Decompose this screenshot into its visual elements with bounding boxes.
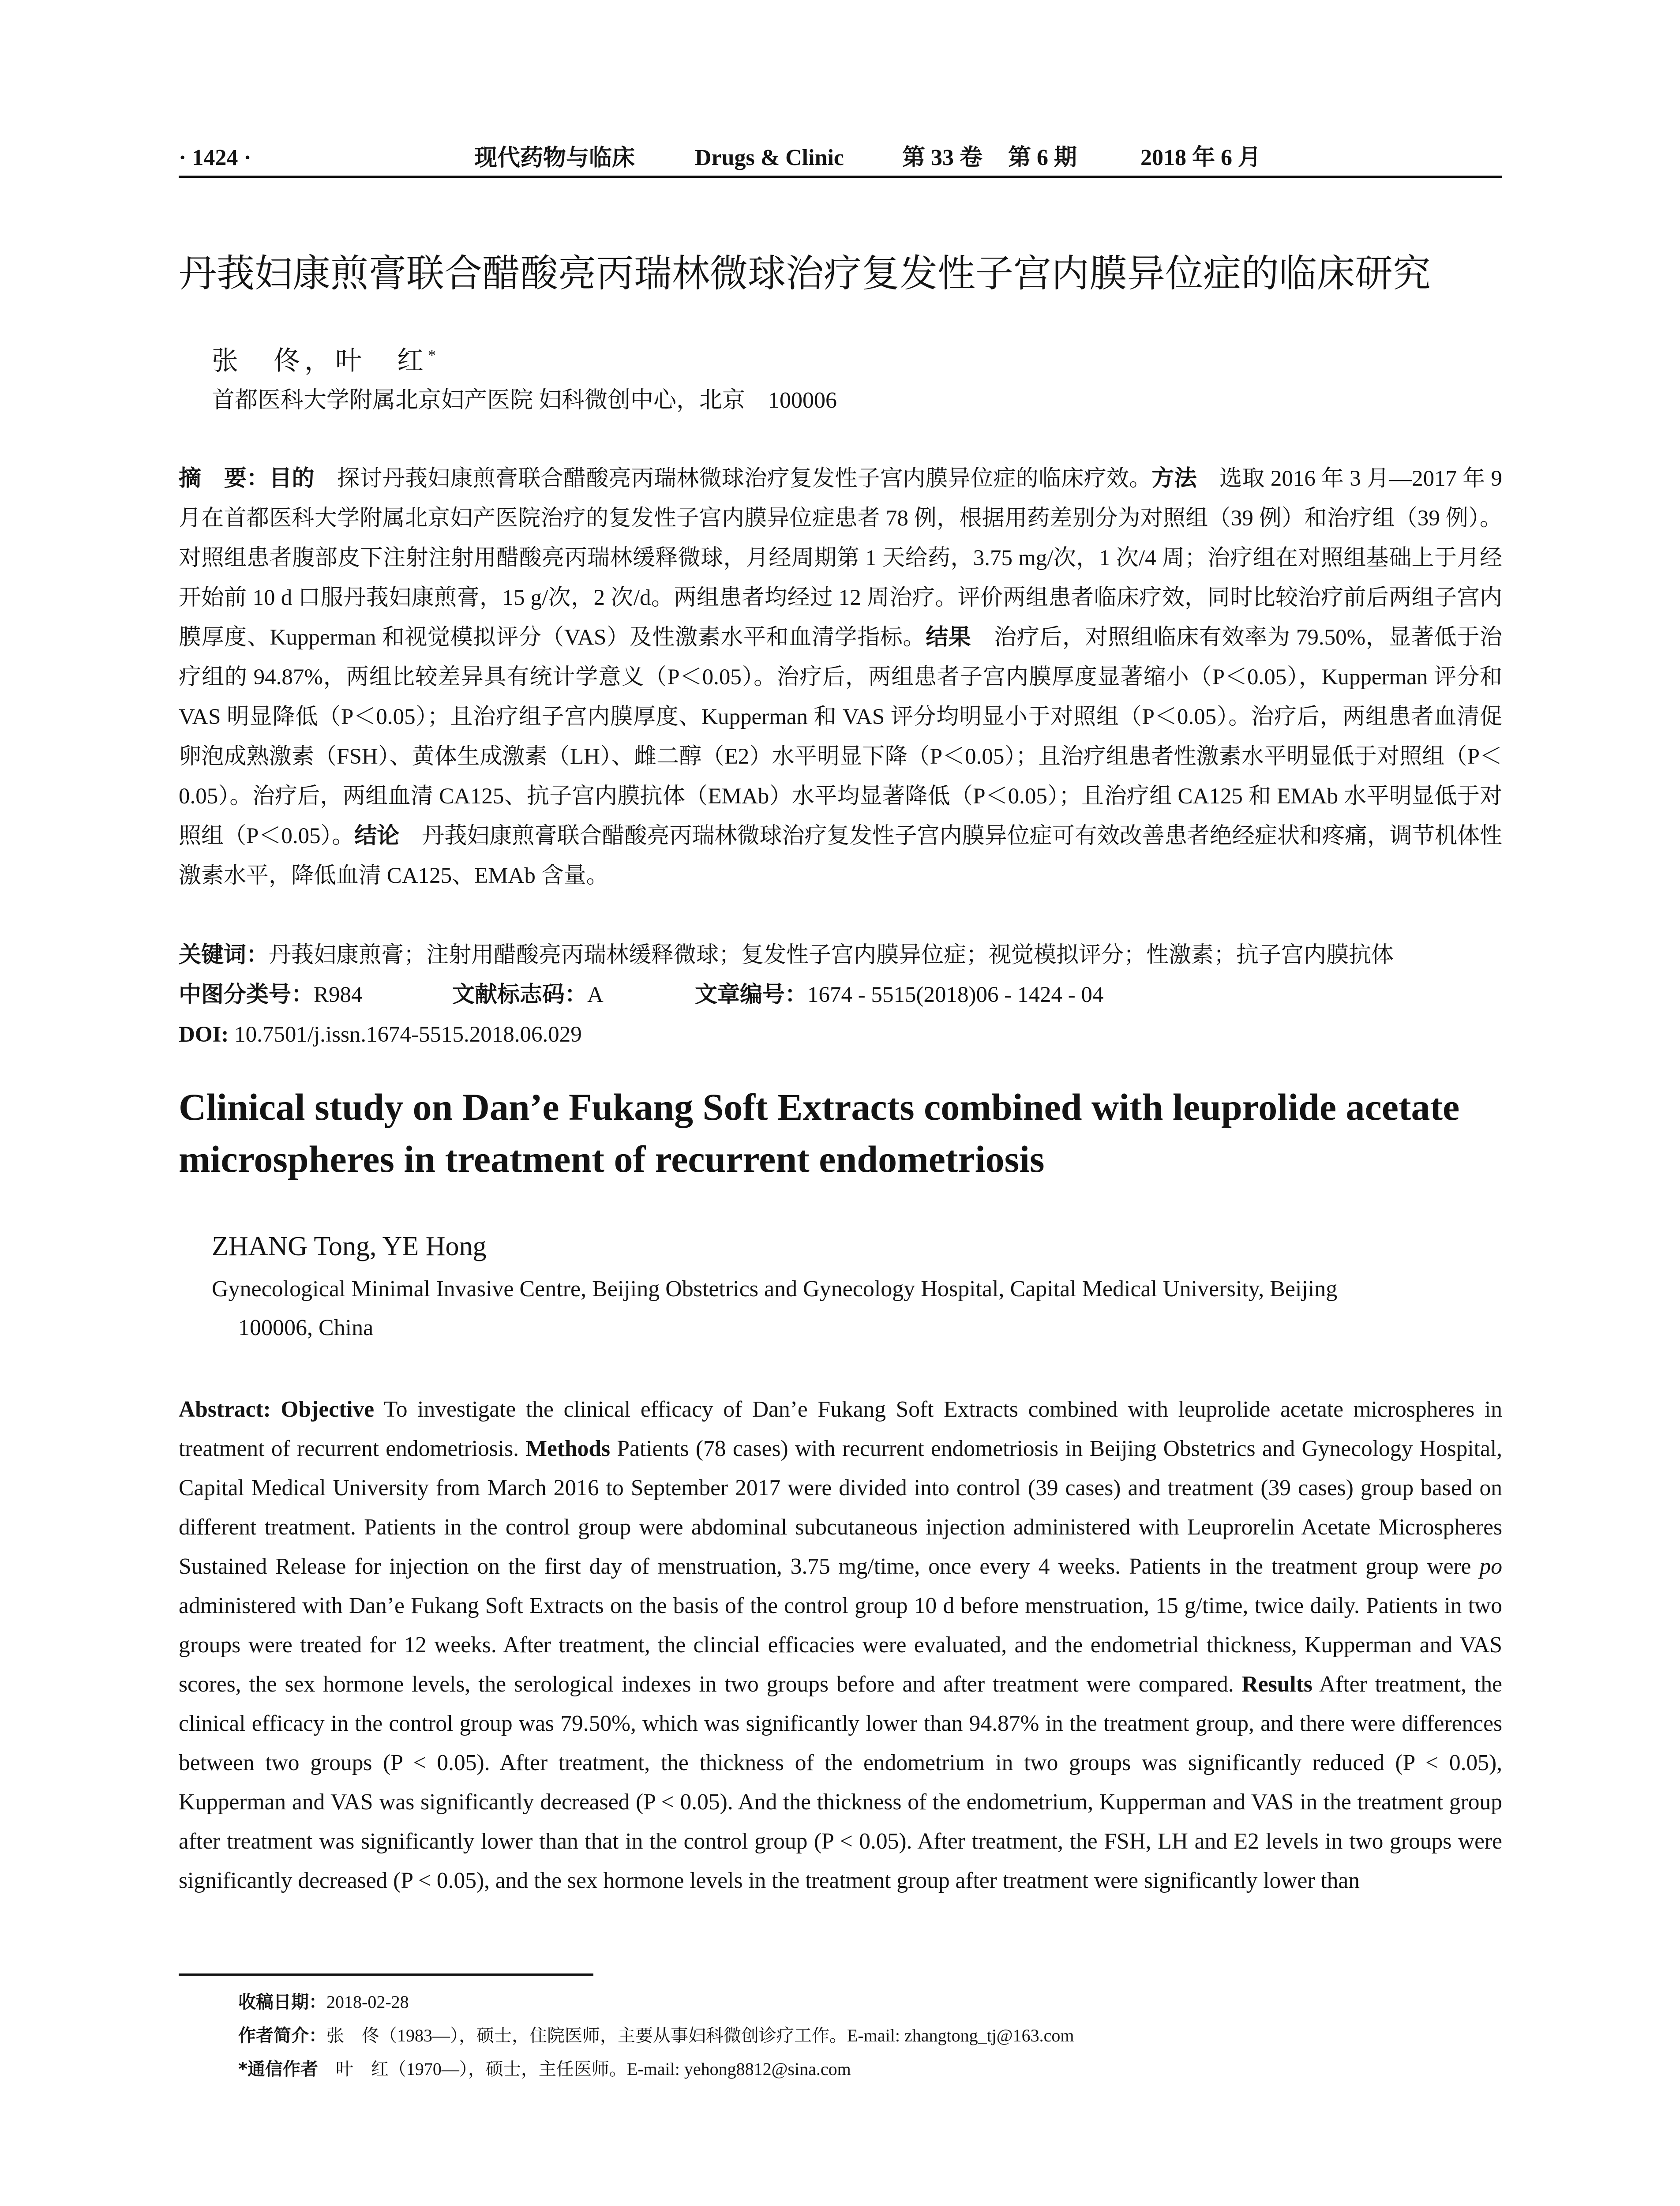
author-bio-label: 作者简介： bbox=[238, 2026, 326, 2046]
doi-value: 10.7501/j.issn.1674-5515.2018.06.029 bbox=[229, 1022, 582, 1047]
methods-en-italic: po bbox=[1479, 1554, 1502, 1579]
authors-en: ZHANG Tong, YE Hong bbox=[212, 1231, 487, 1261]
methods-cn-label: 方法 bbox=[1151, 465, 1197, 491]
affiliation-en-line2: 100006, China bbox=[238, 1315, 374, 1340]
doc-code-value: A bbox=[587, 983, 604, 1007]
received-value: 2018-02-28 bbox=[326, 1992, 409, 2012]
authors-cn-names: 张 佟，叶 红 bbox=[212, 346, 428, 375]
volume: 第 33 卷 bbox=[902, 145, 983, 170]
footnotes bbox=[238, 1985, 1502, 2086]
affiliation-en bbox=[212, 1270, 1502, 1347]
objective-cn-text: 探讨丹莪妇康煎膏联合醋酸亮丙瑞林微球治疗复发性子宫内膜异位症的临床疗效。 bbox=[314, 466, 1152, 491]
objective-cn-label: 目的 bbox=[269, 465, 315, 491]
objective-en-text: To investigate the clinical efficacy of Dan’e Fukang Soft Extracts combined with leuprolide acetate microspheres in treatment of recurrent endometriosis. bbox=[179, 1397, 1502, 1461]
results-en-label: Results bbox=[1241, 1672, 1312, 1697]
article-no-value: 1674 - 5515(2018)06 - 1424 - 04 bbox=[807, 983, 1104, 1007]
keywords-cn bbox=[179, 935, 1502, 975]
methods-en-text-a: Patients (78 cases) with recurrent endometriosis in Beijing Obstetrics and Gynecology Hospital, Capital Medical University from March 2016 to September 2017 were divided into control (39 cases) and treatment (39 cases) group based on different treatment. Patients in the control group were abdominal subcutaneous injection administered with Leuprorelin Acetate Microspheres Sustained Release for injection on the first day of menstruation, 3.75 mg/time, once every 4 weeks. Patients in the treatment group were bbox=[179, 1436, 1502, 1579]
abstract-en-label: Abstract: bbox=[179, 1397, 271, 1422]
conclusion-cn-label: 结论 bbox=[354, 823, 400, 849]
footnote-rule bbox=[179, 1973, 593, 1976]
author-bio-value: 张 佟（1983—），硕士，住院医师，主要从事妇科微创诊疗工作。E-mail: zhangtong_tj@163.com bbox=[326, 2026, 1074, 2045]
corresponding-value: 叶 红（1970—），硕士，主任医师。E-mail: yehong8812@sina.com bbox=[318, 2059, 851, 2079]
objective-en-label: Objective bbox=[281, 1397, 375, 1422]
issue-date: 2018 年 6 月 bbox=[1140, 145, 1261, 170]
article-title-cn: 丹莪妇康煎膏联合醋酸亮丙瑞林微球治疗复发性子宫内膜异位症的临床研究 bbox=[179, 251, 1431, 296]
article-no-label: 文章编号： bbox=[695, 982, 808, 1008]
footnote-corresponding bbox=[238, 2052, 1502, 2086]
footnote-author bbox=[238, 2019, 1502, 2052]
article-title-en: Clinical study on Dan’e Fukang Soft Extracts combined with leuprolide acetate microspheres in treatment of recurrent endometriosis bbox=[179, 1086, 1460, 1180]
results-en-text: After treatment, the clinical efficacy in the control group was 79.50%, which was significantly lower than 94.87% in the treatment group, and there were differences between two groups (P < 0.05). After treatment, the thickness of the endometrium in two groups was significantly reduced (P < 0.05), Kupperman and VAS was significantly decreased (P < 0.05). And the thickness of the endometrium, Kupperman and VAS in the treatment group after treatment was significantly lower than that in the control group (P < 0.05). After treatment, the FSH, LH and E2 levels in two groups were significantly decreased (P < 0.05), and the sex hormone levels in the treatment group after treatment were significantly lower than bbox=[179, 1672, 1502, 1893]
methods-cn-text: 选取 2016 年 3 月—2017 年 9 月在首都医科大学附属北京妇产医院治疗的复发性子宫内膜异位症患者 78 例，根据用药差别分为对照组（39 例）和治疗组（39 例）。对照组患者腹部皮下注射注射用醋酸亮丙瑞林缓释微球，月经周期第 1 天给药，3.75 mg/次，1 次/4 周；治疗组在对照组基础上于月经开始前 10 d 口服丹莪妇康煎膏，15 g/次，2 次/d。两组患者均经过 12 周治疗。评价两组患者临床疗效，同时比较治疗前后两组子宫内膜厚度、Kupperman 和视觉模拟评分（VAS）及性激素水平和血清学指标。 bbox=[179, 466, 1502, 650]
abstract-cn-label: 摘 要： bbox=[179, 465, 270, 491]
received-label: 收稿日期： bbox=[238, 1992, 326, 2012]
doc-code-label: 文献标志码： bbox=[452, 982, 588, 1008]
results-cn-label: 结果 bbox=[926, 624, 971, 650]
issue: 第 6 期 bbox=[1008, 145, 1077, 170]
running-header bbox=[179, 140, 1502, 178]
doi-line bbox=[179, 1015, 1502, 1054]
abstract-cn bbox=[179, 459, 1502, 896]
results-cn-text: 治疗后，对照组临床有效率为 79.50%，显著低于治疗组的 94.87%，两组比较差异具有统计学意义（P＜0.05）。治疗后，两组患者子宫内膜厚度显著缩小（P＜0.05），Kupperman 评分和 VAS 明显降低（P＜0.05）；且治疗组子宫内膜厚度、Kupperman 和 VAS 评分均明显小于对照组（P＜0.05）。治疗后，两组患者血清促卵泡成熟激素（FSH）、黄体生成激素（LH）、雌二醇（E2）水平明显下降（P＜0.05）；且治疗组患者性激素水平明显低于对照组（P＜0.05）。治疗后，两组血清 CA125、抗子宫内膜抗体（EMAb）水平均显著降低（P＜0.05）；且治疗组 CA125 和 EMAb 水平明显低于对照组（P＜0.05）。 bbox=[179, 625, 1502, 848]
conclusion-cn-text: 丹莪妇康煎膏联合醋酸亮丙瑞林微球治疗复发性子宫内膜异位症可有效改善患者绝经症状和疼痛，调节机体性激素水平，降低血清 CA125、EMAb 含量。 bbox=[179, 824, 1502, 888]
classification-line bbox=[179, 975, 1502, 1015]
doi-label: DOI: bbox=[179, 1022, 229, 1047]
footnote-received bbox=[238, 1985, 1502, 2019]
journal-name-en: Drugs & Clinic bbox=[695, 145, 844, 170]
affiliation-cn: 首都医科大学附属北京妇产医院 妇科微创中心，北京 100006 bbox=[212, 388, 837, 413]
methods-en-text-b: administered with Dan’e Fukang Soft Extracts on the basis of the control group 10 d before menstruation, 15 g/time, twice daily. Patients in two groups were treated for 12 weeks. After treatment, the clincial efficacies were evaluated, and the endometrial thickness, Kupperman and VAS scores, the sex hormone levels, the serological indexes in two groups before and after treatment were compared. bbox=[179, 1593, 1502, 1697]
corresponding-mark: * bbox=[428, 346, 440, 364]
authors-cn bbox=[212, 335, 440, 381]
journal-name-cn: 现代药物与临床 bbox=[474, 144, 635, 171]
abstract-en bbox=[179, 1390, 1502, 1900]
page-number: · 1424 · bbox=[179, 145, 251, 170]
keywords-cn-label: 关键词： bbox=[179, 942, 269, 968]
methods-en-label: Methods bbox=[525, 1436, 611, 1461]
keywords-cn-text: 丹莪妇康煎膏；注射用醋酸亮丙瑞林缓释微球；复发性子宫内膜异位症；视觉模拟评分；性激素；抗子宫内膜抗体 bbox=[269, 943, 1394, 968]
clc-value: R984 bbox=[314, 983, 363, 1007]
affiliation-en-line1: Gynecological Minimal Invasive Centre, Beijing Obstetrics and Gynecology Hospital, Capital Medical University, Beijing bbox=[212, 1276, 1338, 1302]
clc-label: 中图分类号： bbox=[179, 982, 314, 1008]
corresponding-label: *通信作者 bbox=[238, 2059, 318, 2079]
